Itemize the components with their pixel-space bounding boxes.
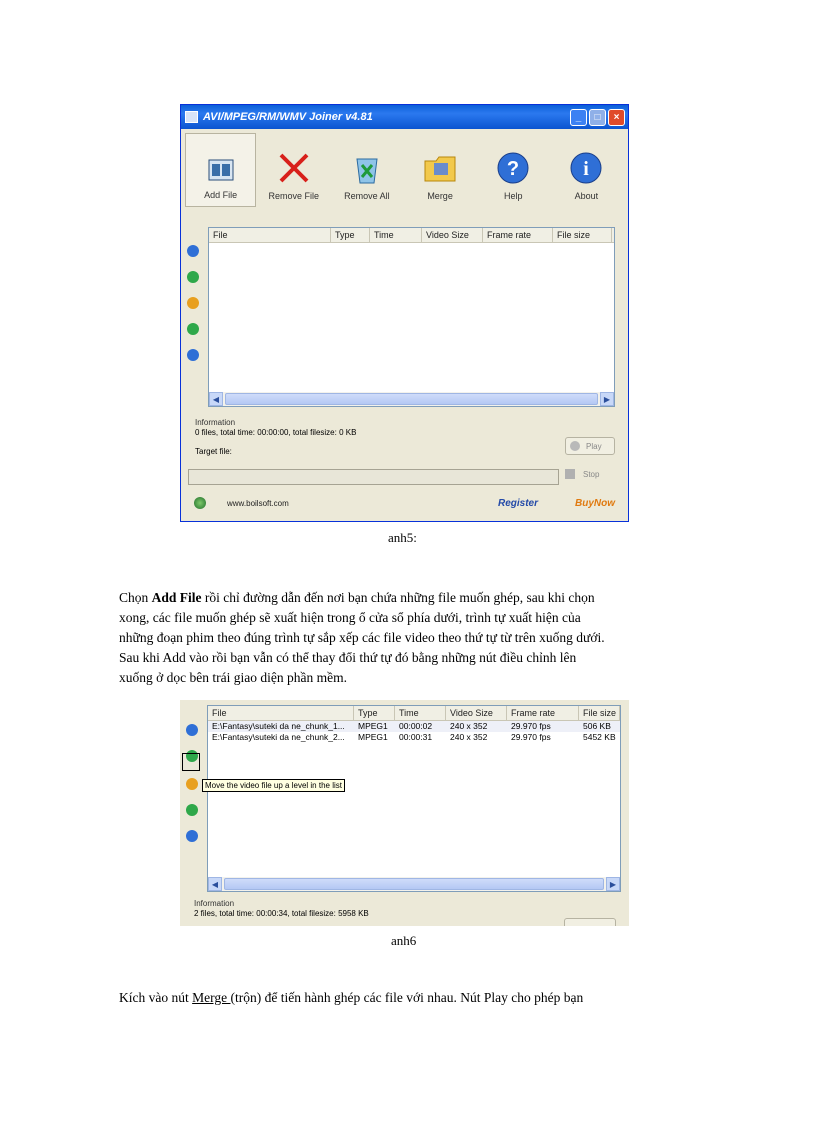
move-up-icon[interactable]	[187, 271, 199, 283]
cell-frame-rate: 29.970 fps	[511, 732, 551, 742]
move-top-icon[interactable]	[187, 245, 199, 257]
move-bottom-icon[interactable]	[186, 830, 198, 842]
col-file-size[interactable]: File size	[579, 706, 620, 720]
paragraph-1-line-1	[119, 588, 701, 608]
caption-anh6: anh6	[391, 933, 417, 948]
paragraph-2	[119, 990, 583, 1006]
paragraph-1	[119, 588, 701, 688]
cell-file-size: 506 KB	[583, 721, 611, 731]
cell-file-size: 5452 KB	[583, 732, 616, 742]
title-bar	[181, 105, 628, 129]
add-file-button[interactable]	[185, 133, 256, 207]
window-controls	[570, 109, 625, 126]
move-top-icon[interactable]	[186, 724, 198, 736]
table-row[interactable]	[208, 732, 620, 743]
app-icon	[185, 111, 198, 123]
move-down-icon[interactable]	[187, 323, 199, 335]
help-button[interactable]	[478, 133, 549, 207]
play-label: Play	[586, 441, 602, 451]
information-text-2: 2 files, total time: 00:00:34, total filesize: 5958 KB	[194, 909, 369, 918]
cell-frame-rate: 29.970 fps	[511, 721, 551, 731]
buynow-button[interactable]: BuyNow	[575, 498, 615, 509]
recycle-bin-icon	[350, 151, 384, 185]
red-x-icon	[277, 151, 311, 185]
paragraph-2-prefix: Kích vào nút	[119, 990, 193, 1005]
app-window-screenshot	[180, 104, 629, 522]
stop-button[interactable]	[565, 469, 599, 479]
line1-suffix: rồi chỉ đường dẫn đến nơi bạn chứa những file muốn ghép, sau khi chọn	[201, 590, 595, 605]
add-file-bold: Add File	[151, 590, 202, 605]
cell-video-size: 240 x 352	[450, 732, 488, 742]
window-title: AVI/MPEG/RM/WMV Joiner v4.81	[203, 111, 373, 123]
paragraph-1-line-5: xuống ở dọc bên trái giao diện phần mềm.	[119, 670, 347, 685]
target-file-label: Target file:	[195, 447, 232, 456]
file-list[interactable]	[208, 227, 615, 407]
order-buttons	[187, 245, 203, 375]
order-buttons-2	[186, 724, 202, 856]
globe-icon	[194, 497, 206, 509]
remove-all-button[interactable]	[331, 133, 402, 207]
progress-bar	[188, 469, 559, 485]
merge-button[interactable]	[405, 133, 476, 207]
col-video-size[interactable]: Video Size	[422, 228, 483, 242]
paragraph-1-line-4: Sau khi Add vào rồi bạn vẫn có thể thay đổi thứ tự đó bằng những nút điều chỉnh lên	[119, 650, 577, 665]
remove-all-label: Remove All	[344, 191, 390, 201]
scroll-thumb[interactable]	[224, 878, 604, 890]
svg-text:?: ?	[507, 158, 520, 180]
folder-icon	[422, 151, 458, 185]
merge-link-text: Merge	[192, 990, 231, 1005]
play-dot-icon	[570, 441, 580, 451]
file-list-header	[209, 228, 614, 243]
info-icon	[569, 151, 603, 185]
play-button-2[interactable]	[564, 918, 616, 926]
merge-label: Merge	[427, 191, 453, 201]
cell-time: 00:00:31	[399, 732, 433, 742]
horizontal-scrollbar[interactable]	[209, 392, 614, 406]
maximize-button[interactable]: □	[589, 109, 606, 126]
about-label: About	[574, 191, 599, 201]
remove-file-label: Remove File	[268, 191, 320, 201]
paragraph-1-line-2: xong, các file muốn ghép sẽ xuất hiện trong ổ cửa sổ phía dưới, trình tự xuất hiện của	[119, 610, 581, 625]
cell-file: E:\Fantasy\suteki da ne_chunk_1...	[212, 721, 345, 731]
cell-type: MPEG1	[358, 732, 388, 742]
file-list-2-header	[208, 706, 620, 721]
play-preview-icon[interactable]	[187, 297, 199, 309]
horizontal-scrollbar-2[interactable]	[208, 877, 620, 891]
col-type[interactable]: Type	[331, 228, 370, 242]
scroll-left-icon[interactable]: ◀	[209, 392, 223, 406]
col-file-size[interactable]: File size	[553, 228, 612, 242]
line1-prefix: Chọn	[119, 590, 152, 605]
cell-video-size: 240 x 352	[450, 721, 488, 731]
scroll-left-icon[interactable]: ◀	[208, 877, 222, 891]
toolbar	[185, 133, 624, 211]
scroll-thumb[interactable]	[225, 393, 598, 405]
cell-file: E:\Fantasy\suteki da ne_chunk_2...	[212, 732, 345, 742]
svg-text:i: i	[583, 158, 590, 180]
col-file[interactable]: File	[209, 228, 331, 242]
col-frame-rate[interactable]: Frame rate	[483, 228, 553, 242]
add-file-label: Add File	[204, 190, 238, 200]
information-label: Information	[195, 418, 236, 427]
minimize-button[interactable]: _	[570, 109, 587, 126]
film-icon	[206, 154, 236, 184]
col-time[interactable]: Time	[395, 706, 446, 720]
col-frame-rate[interactable]: Frame rate	[507, 706, 579, 720]
move-up-tooltip: Move the video file up a level in the list	[202, 779, 345, 792]
cell-type: MPEG1	[358, 721, 388, 731]
cell-time: 00:00:02	[399, 721, 433, 731]
close-button[interactable]: ×	[608, 109, 625, 126]
col-video-size[interactable]: Video Size	[446, 706, 507, 720]
scroll-right-icon[interactable]: ▶	[600, 392, 614, 406]
file-list-screenshot	[180, 700, 629, 926]
remove-file-button[interactable]	[258, 133, 329, 207]
move-down-icon[interactable]	[186, 804, 198, 816]
col-type[interactable]: Type	[354, 706, 395, 720]
register-button[interactable]: Register	[498, 498, 539, 509]
paragraph-1-line-3: những đoạn phim theo đúng trình tự sắp xếp các file video theo thứ tự từ trên xuống dưới.	[119, 630, 605, 645]
about-button[interactable]	[551, 133, 622, 207]
help-label: Help	[503, 191, 523, 201]
website-link[interactable]: www.boilsoft.com	[227, 499, 289, 508]
move-bottom-icon[interactable]	[187, 349, 199, 361]
paragraph-2-suffix: (trộn) để tiến hành ghép các file với nhau. Nút Play cho phép bạn	[230, 990, 584, 1005]
file-list-2[interactable]	[207, 705, 621, 892]
play-button[interactable]	[565, 437, 615, 455]
caption-anh5: anh5:	[388, 530, 417, 545]
information-text: 0 files, total time: 00:00:00, total filesize: 0 KB	[195, 428, 357, 437]
scroll-right-icon[interactable]: ▶	[606, 877, 620, 891]
stop-square-icon	[565, 469, 575, 479]
play-preview-icon[interactable]	[186, 778, 198, 790]
help-icon	[496, 151, 530, 185]
col-file[interactable]: File	[208, 706, 354, 720]
information-label-2: Information	[194, 899, 235, 908]
col-time[interactable]: Time	[370, 228, 422, 242]
move-up-focus-box	[182, 753, 200, 771]
table-row[interactable]	[208, 721, 620, 732]
stop-label: Stop	[583, 469, 600, 479]
